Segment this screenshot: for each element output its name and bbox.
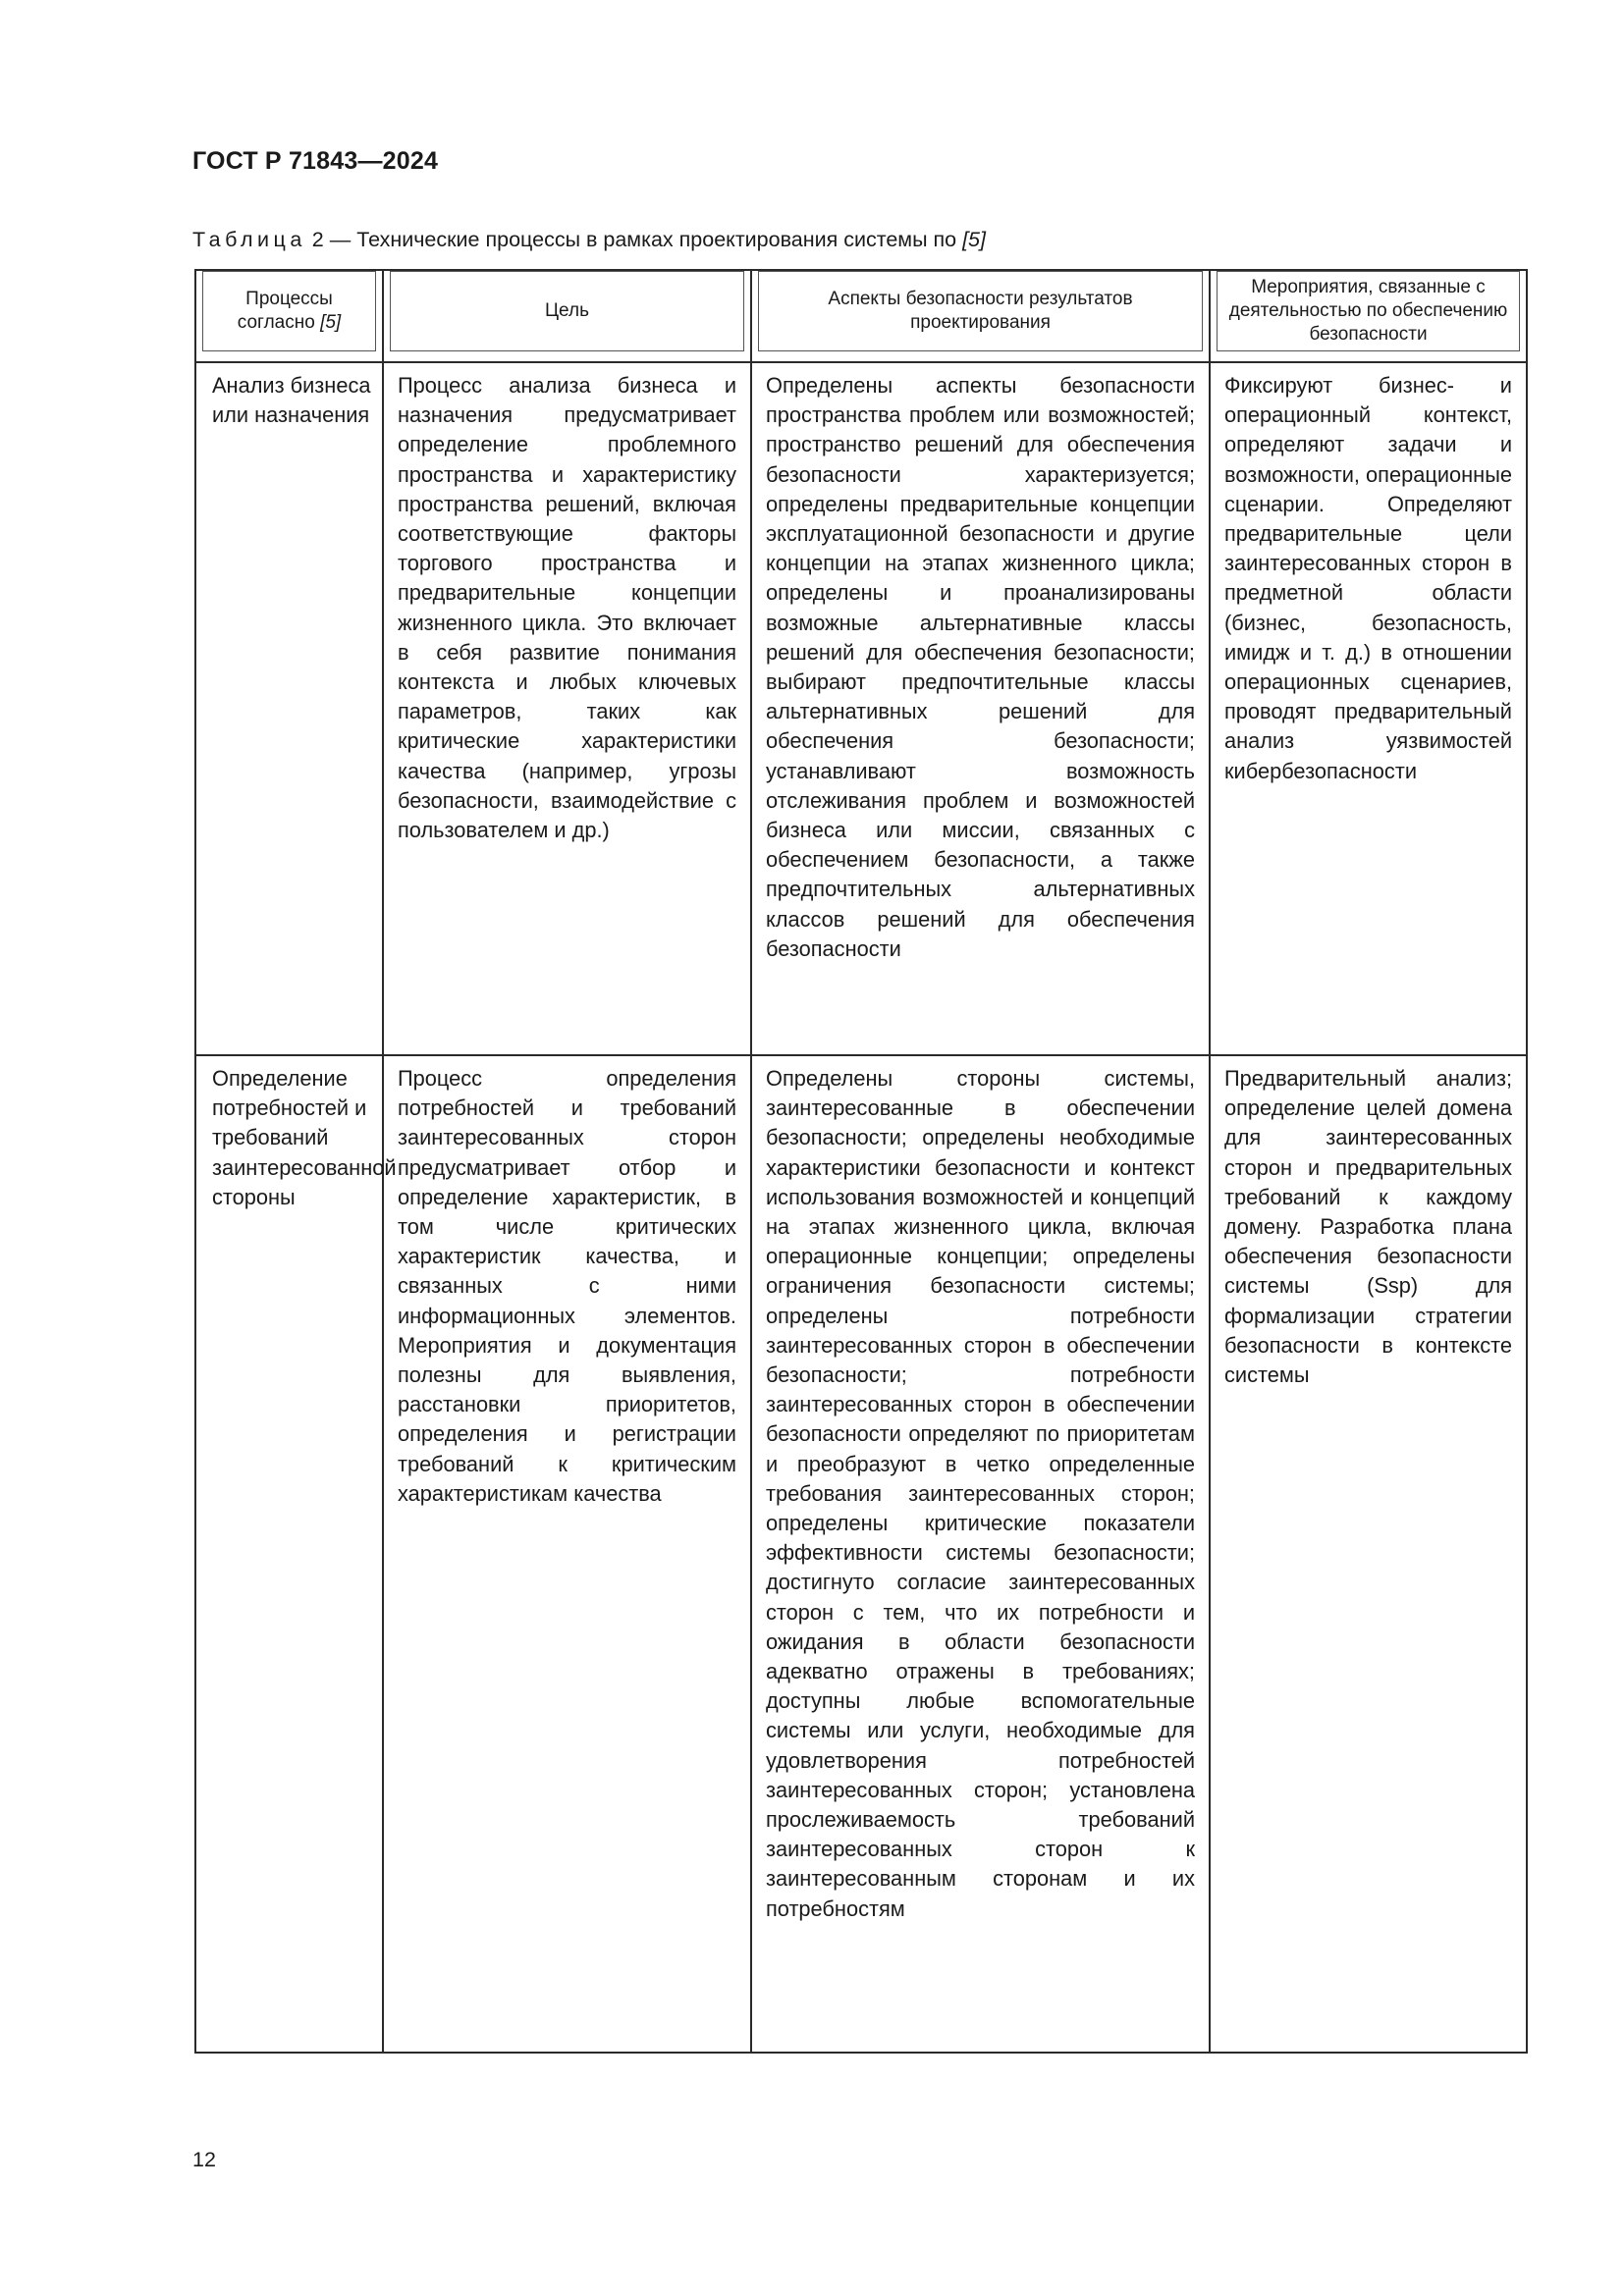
header-processes-ref: [5]	[320, 312, 342, 333]
processes-table	[194, 269, 1528, 2054]
table-row	[195, 362, 1527, 1055]
table-row	[195, 1055, 1527, 2053]
document-id: ГОСТ Р 71843—2024	[192, 147, 439, 175]
cell-aspects: Определены аспекты безопасности пространства проблем или возможностей; пространство решений для обеспечения безопасности характеризуется; определены предварительные концепции эксплуатационной безопасности и другие концепции на этапах жизненного цикла; определены и проанализированы возможные альтернативные классы решений для обеспечения безопасности; выбирают предпочтительные классы альтернативных решений для обеспечения безопасности; устанавливают возможность отслеживания проблем и возможностей бизнеса или миссии, связанных с обеспечением безопасности, а также предпочтительных альтернативных классов решений для обеспечения безопасности	[751, 362, 1210, 1055]
caption-text: 2 — Технические процессы в рамках проектирования системы по	[305, 228, 963, 251]
header-aspects	[751, 270, 1210, 362]
cell-activities: Предварительный анализ; определение целей домена для заинтересованных сторон и предварительных требований к каждому домену. Разработка плана обеспечения безопасности системы (Ssp) для формализации стратегии безопасности в контексте системы	[1210, 1055, 1527, 2053]
cell-activities: Фиксируют бизнес- и операционный контекст, определяют задачи и возможности, операционные сценарии. Определяют предварительные цели заинтересованных сторон в предметной области (бизнес, безопасность, имидж и т. д.) в отношении операционных сценариев, проводят предварительный анализ уязвимостей кибербезопасности	[1210, 362, 1527, 1055]
header-processes	[195, 270, 383, 362]
page-number: 12	[192, 2148, 216, 2171]
cell-goal: Процесс определения потребностей и требований заинтересованных сторон предусматривает отбор и определение характеристик, в том числе критических характеристик качества, и связанных с ними информационных элементов. Мероприятия и документация полезны для выявления, расстановки приоритетов, определения и регистрации требований к критическим характеристикам качества	[383, 1055, 751, 2053]
cell-process: Анализ бизнеса или назначения	[195, 362, 383, 1055]
header-goal-label: Цель	[545, 300, 589, 321]
cell-process: Определение потребностей и требований заинтересованной стороны	[195, 1055, 383, 2053]
header-goal	[383, 270, 751, 362]
cell-goal: Процесс анализа бизнеса и назначения предусматривает определение проблемного пространства и характеристику пространства решений, включая соответствующие факторы торгового пространства и предварительные концепции жизненного цикла. Это включает в себя развитие понимания контекста и любых ключевых параметров, таких как критические характеристики качества (например, угрозы безопасности, взаимодействие с пользователем и др.)	[383, 362, 751, 1055]
header-processes-label: Процессы согласно	[237, 289, 333, 333]
table-caption	[192, 228, 986, 252]
header-activities	[1210, 270, 1527, 362]
header-aspects-label: Аспекты безопасности результатов проектирования	[828, 289, 1133, 333]
cell-aspects: Определены стороны системы, заинтересованные в обеспечении безопасности; определены необходимые характеристики безопасности и контекст использования возможностей и концепций на этапах жизненного цикла, включая операционные концепции; определены ограничения безопасности системы; определены потребности заинтересованных сторон в обеспечении безопасности; потребности заинтересованных сторон в обеспечении безопасности определяют по приоритетам и преобразуют в четко определенные требования заинтересованных сторон; определены критические показатели эффективности системы безопасности; достигнуто согласие заинтересованных сторон с тем, что их потребности и ожидания в области безопасности адекватно отражены в требованиях; доступны любые вспомогательные системы или услуги, необходимые для удовлетворения потребностей заинтересованных сторон; установлена прослеживаемость требований заинтересованных сторон к заинтересованным сторонам и их потребностям	[751, 1055, 1210, 2053]
caption-reference: [5]	[962, 228, 986, 251]
caption-prefix: Таблица	[192, 228, 306, 251]
table-header-row	[195, 270, 1527, 362]
header-activities-label: Мероприятия, связанные с деятельностью по обеспечению безопасности	[1228, 277, 1508, 345]
